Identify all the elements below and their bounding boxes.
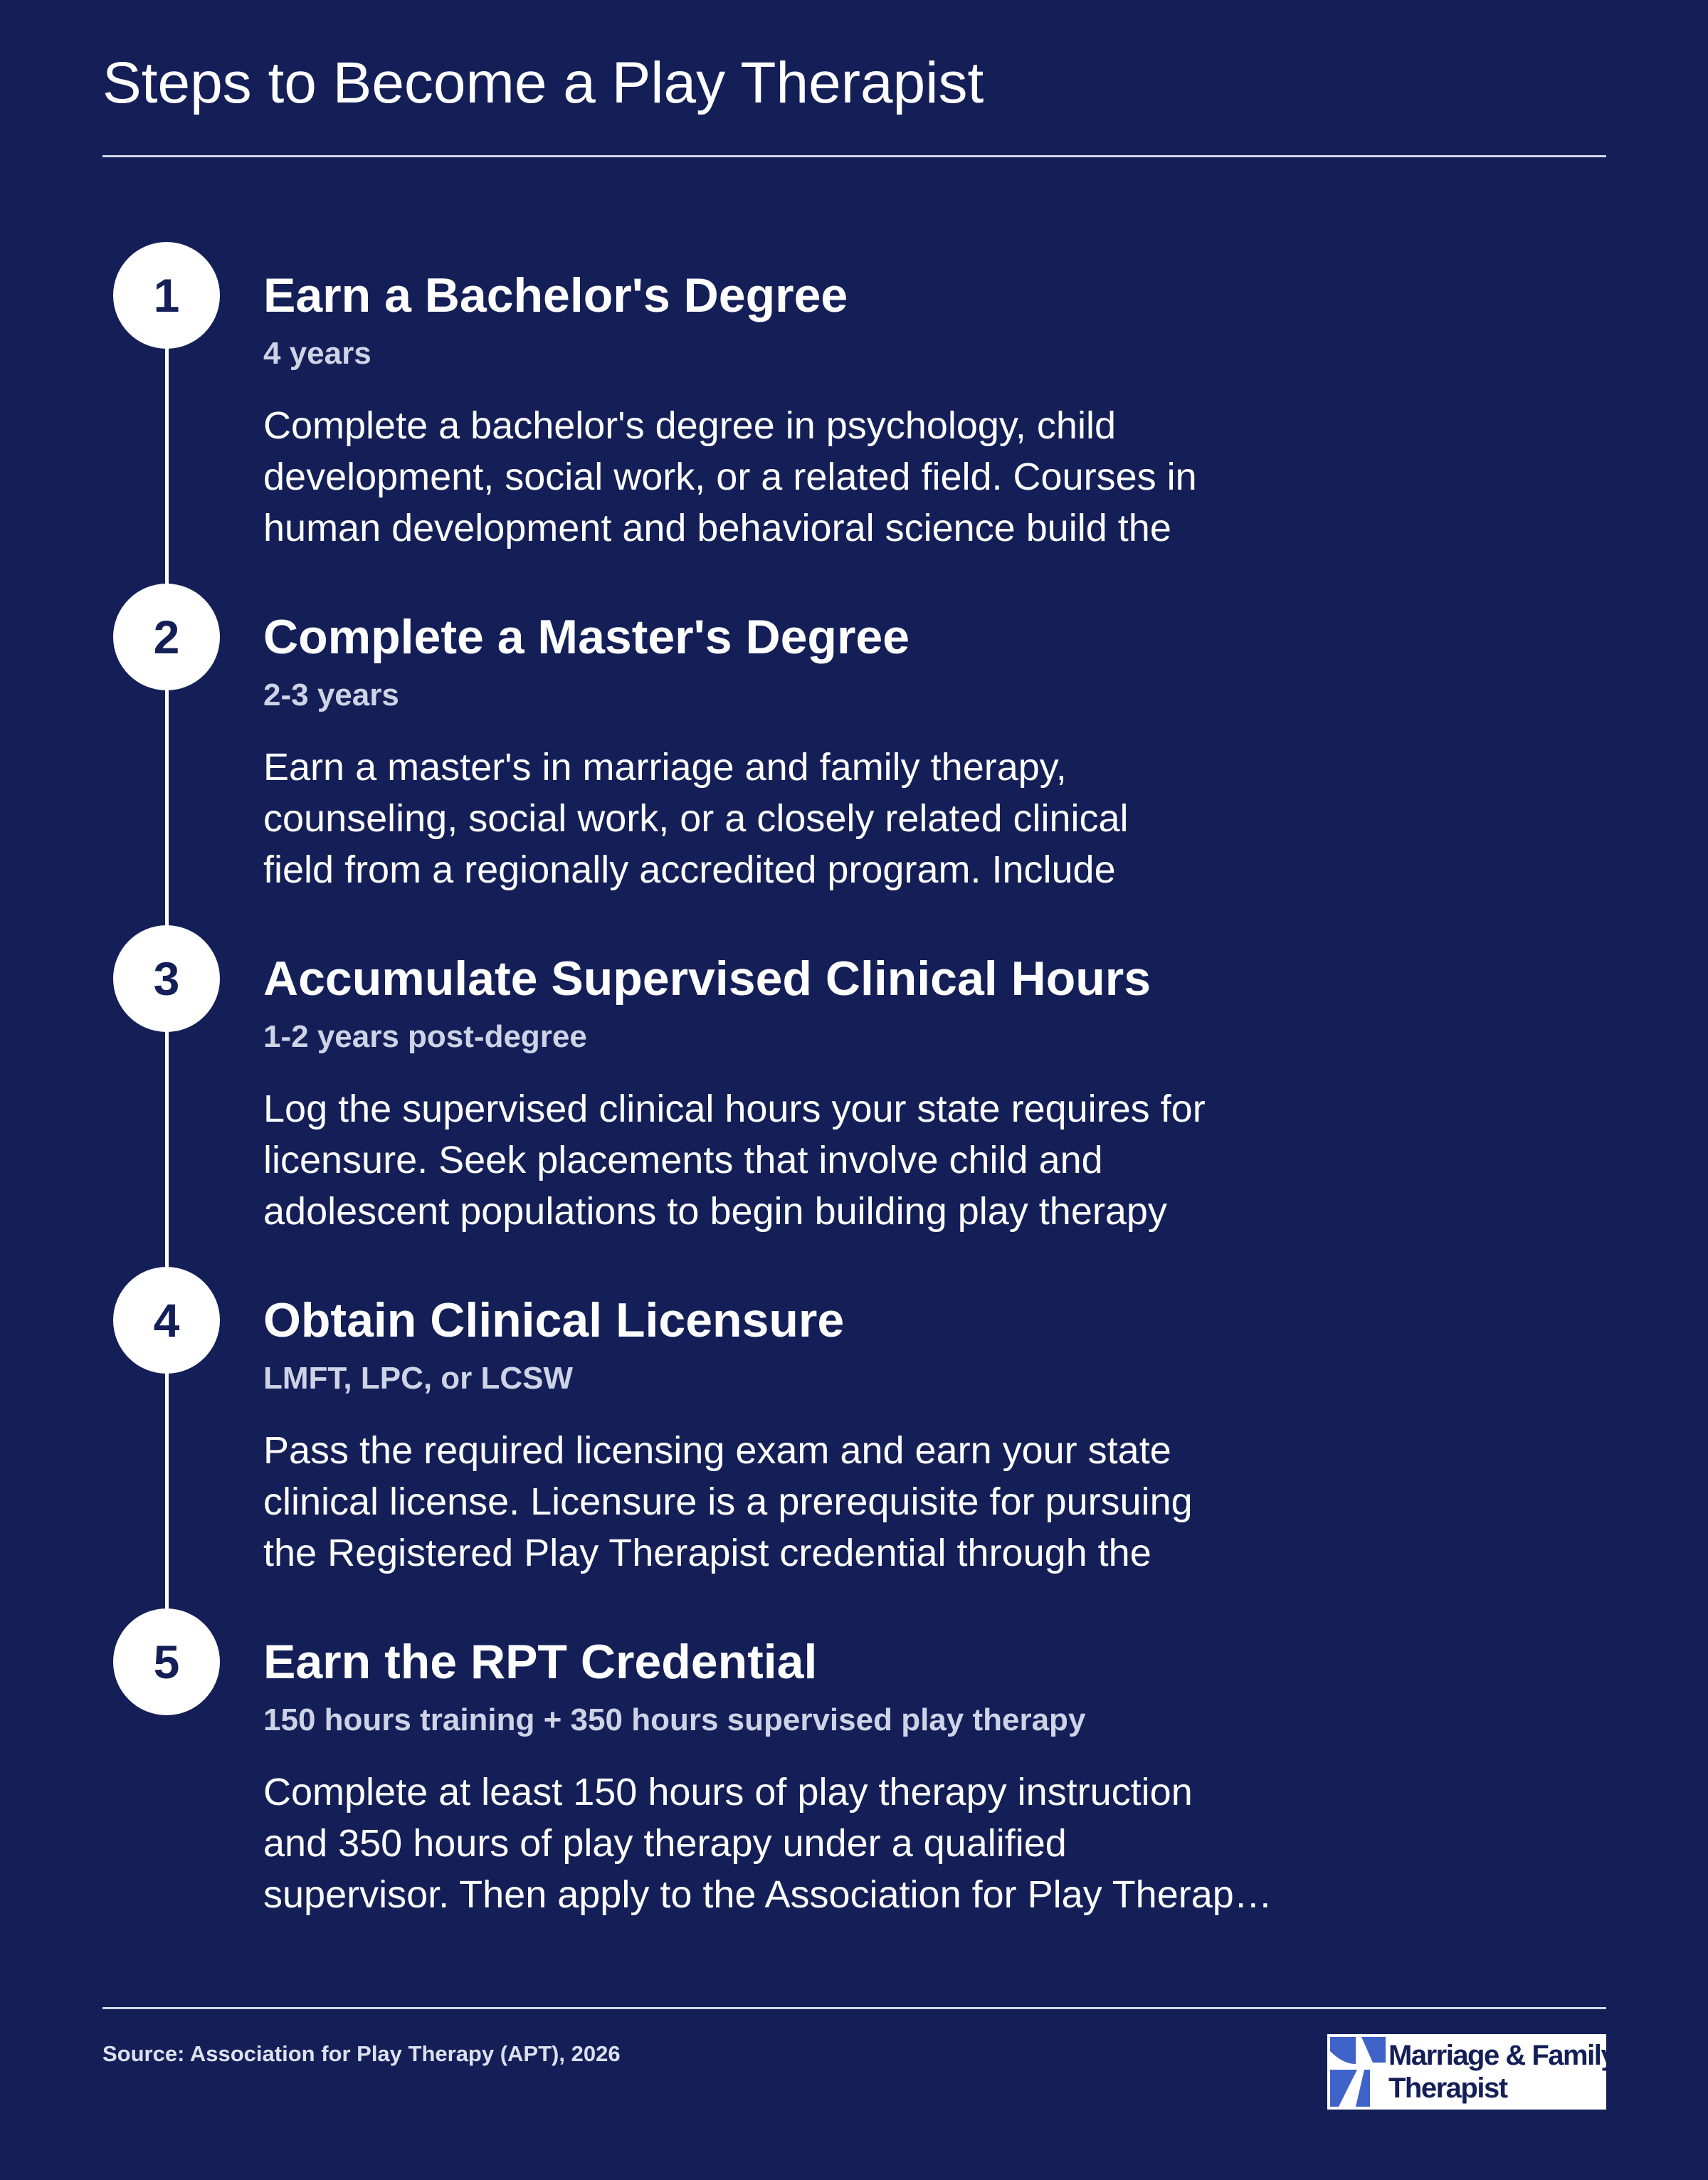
brand-logo — [1327, 2034, 1616, 2110]
step-description-line: supervisor. Then apply to the Association for Play Therap… — [263, 1873, 1272, 1916]
step-content — [263, 242, 1345, 554]
step-5 — [0, 1608, 1708, 1922]
step-number-badge: 5 — [113, 1608, 220, 1715]
step-3 — [0, 925, 1708, 1238]
logo-text-line: Marriage & Family — [1388, 2040, 1616, 2071]
step-description — [263, 1083, 1345, 1237]
step-description — [263, 742, 1345, 895]
step-number-badge: 3 — [113, 925, 220, 1032]
step-title: Obtain Clinical Licensure — [263, 1293, 845, 1347]
step-number-badge: 4 — [113, 1267, 220, 1374]
step-description — [263, 1425, 1345, 1579]
step-title: Earn a Bachelor's Degree — [263, 268, 848, 322]
page-title: Steps to Become a Play Therapist — [102, 51, 984, 115]
step-title: Earn the RPT Credential — [263, 1635, 818, 1689]
step-description-line: Earn a master's in marriage and family therapy, — [263, 746, 1067, 789]
step-duration: 2-3 years — [263, 678, 399, 712]
step-duration: 150 hours training + 350 hours supervised play therapy — [263, 1702, 1086, 1737]
step-description-line: Complete at least 150 hours of play therapy instruction — [263, 1771, 1193, 1813]
step-content — [263, 925, 1345, 1237]
step-title: Complete a Master's Degree — [263, 610, 910, 664]
step-1 — [0, 242, 1708, 555]
step-number-badge: 1 — [113, 242, 220, 349]
step-description-line: and 350 hours of play therapy under a qualified — [263, 1822, 1067, 1865]
step-content — [263, 1608, 1345, 1920]
step-description — [263, 400, 1345, 554]
step-content — [263, 584, 1345, 895]
step-description-line: Pass the required licensing exam and earn your state — [263, 1429, 1171, 1472]
footer-divider — [102, 2007, 1606, 2009]
step-description — [263, 1766, 1345, 1920]
logo-text-line: Therapist — [1388, 2073, 1507, 2104]
step-duration: 1-2 years post-degree — [263, 1019, 587, 1054]
step-description-line: the Registered Play Therapist credential through the — [263, 1532, 1151, 1574]
step-number-badge: 2 — [113, 584, 220, 690]
source-citation: Source: Association for Play Therapy (APT), 2026 — [102, 2041, 621, 2066]
step-duration: LMFT, LPC, or LCSW — [263, 1361, 574, 1396]
step-2 — [0, 584, 1708, 897]
logo-wordmark — [1388, 2039, 1615, 2105]
step-duration: 4 years — [263, 336, 371, 371]
step-description-line: field from a regionally accredited program. Include — [263, 848, 1116, 891]
header-divider — [102, 155, 1606, 157]
step-description-line: human development and behavioral science build the — [263, 507, 1171, 549]
step-title: Accumulate Supervised Clinical Hours — [263, 952, 1151, 1006]
step-4 — [0, 1267, 1708, 1580]
step-description-line: licensure. Seek placements that involve child and — [263, 1139, 1103, 1181]
step-description-line: adolescent populations to begin building play therapy — [263, 1190, 1167, 1233]
step-description-line: clinical license. Licensure is a prerequisite for pursuing — [263, 1480, 1193, 1523]
step-description-line: Log the supervised clinical hours your state requires for — [263, 1088, 1206, 1130]
step-description-line: development, social work, or a related field. Courses in — [263, 456, 1197, 498]
logo-mark-icon — [1327, 2034, 1388, 2110]
step-content — [263, 1267, 1345, 1579]
step-description-line: counseling, social work, or a closely related clinical — [263, 797, 1129, 840]
step-description-line: Complete a bachelor's degree in psychology, child — [263, 404, 1116, 447]
